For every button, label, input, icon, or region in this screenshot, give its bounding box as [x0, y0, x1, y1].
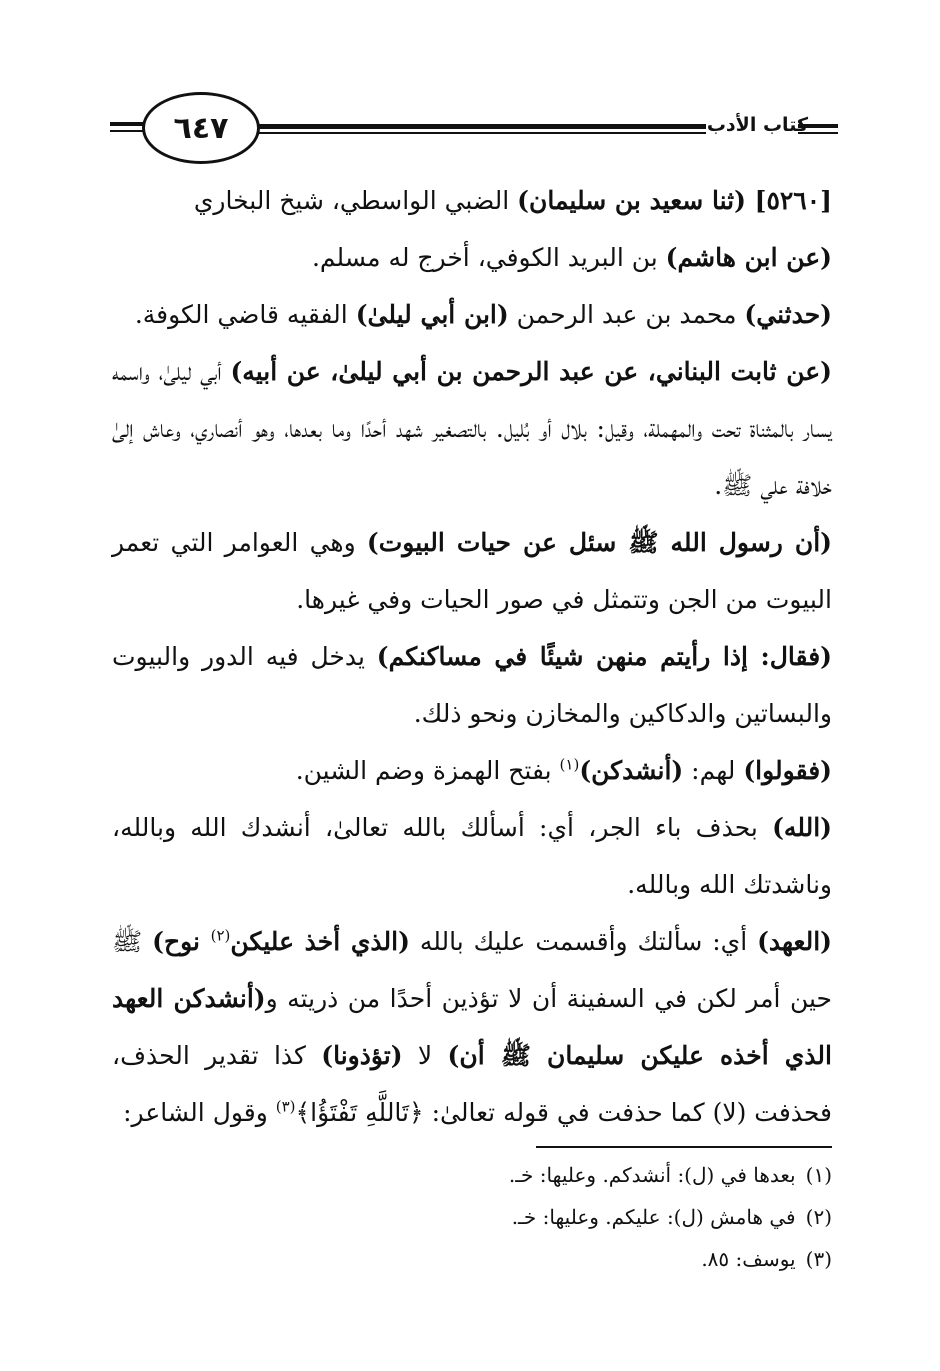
paragraph	[112, 343, 832, 514]
text-run: وهي العوامر التي تعمر البيوت من الجن وتتمثل في صور الحيات وفي غيرها.	[112, 528, 832, 614]
footnote	[232, 1154, 832, 1196]
footnotes	[232, 1154, 832, 1280]
text-run: أبي ليلىٰ، واسمه يسار بالمثناة تحت والمهملة، وقيل: بلال أو بُليل. بالتصغير شهد أحدًا وما بعدها، وهو أنصاري، وعاش إلىٰ خلافة علي ﷺ.	[112, 357, 832, 500]
bold-phrase: (تؤذونا)	[321, 1041, 403, 1070]
footnote-ref: (٣)	[275, 1097, 296, 1116]
paragraph	[112, 742, 832, 799]
text-run: بن البريد الكوفي، أخرج له مسلم.	[311, 243, 666, 272]
bold-phrase: (الذي أخذ عليكن	[230, 927, 410, 956]
bold-phrase: (فقال: إذا رأيتم منهن شيئًا في مساكنكم)	[376, 642, 832, 671]
bold-phrase: نوح)	[152, 927, 211, 956]
text-run: لهم:	[683, 756, 744, 785]
footnote-text: في هامش (ل): عليكم. وعليها: خـ.	[511, 1205, 796, 1229]
text-run: بحذف باء الجر، أي: أسألك بالله تعالىٰ، أنشدك الله وبالله، وناشدتك الله وبالله.	[112, 813, 832, 899]
bold-phrase: (أنشدكن العهد الذي أخذه عليكن سليمان ﷺ أن)	[112, 984, 832, 1070]
text-run: الضبي الواسطي، شيخ البخاري	[193, 186, 518, 215]
bold-phrase: (حدثني)	[744, 300, 832, 329]
main-text	[112, 172, 832, 1141]
bold-phrase: (عن ثابت البناني، عن عبد الرحمن بن أبي ليلىٰ، عن أبيه)	[230, 357, 832, 386]
bold-phrase: [٥٢٦٠] (ثنا سعيد بن سليمان)	[517, 186, 832, 215]
text-run: أي: سألتك وأقسمت عليك بالله	[409, 927, 758, 956]
footnote-ref: (٢)	[210, 926, 231, 945]
header-rule-main	[258, 124, 706, 129]
page-number-oval	[142, 92, 260, 164]
bold-phrase: (فقولوا)	[743, 756, 832, 785]
bold-phrase: (الله)	[772, 813, 832, 842]
bold-phrase: (أن رسول الله ﷺ سئل عن حيات البيوت)	[366, 528, 832, 557]
text-run: كذا تقدير الحذف، فحذفت (لا) كما حذفت في قوله تعالىٰ: ﴿تَاللَّهِ تَفْتَؤُا﴾	[112, 1041, 832, 1127]
paragraph	[112, 514, 832, 628]
footnote-ref: (١)	[559, 755, 580, 774]
paragraph	[112, 799, 832, 913]
paragraph	[112, 172, 832, 229]
footnote-text: بعدها في (ل): أنشدكم. وعليها: خـ.	[508, 1163, 796, 1187]
paragraph	[112, 286, 832, 343]
text-run: وقول الشاعر:	[123, 1098, 276, 1127]
footnote	[232, 1196, 832, 1238]
footnote-number: (١)	[805, 1163, 832, 1187]
book-title: كتاب الأدب	[706, 114, 808, 136]
paragraph	[112, 913, 832, 1141]
page-number: ٦٤٧	[173, 110, 229, 146]
bold-phrase: (ابن أبي ليلىٰ)	[355, 300, 509, 329]
footnote	[232, 1238, 832, 1280]
text-run: بفتح الهمزة وضم الشين.	[295, 756, 560, 785]
bold-phrase: (أنشدكن)	[579, 756, 684, 785]
footnote-number: (٣)	[805, 1247, 832, 1271]
bold-phrase: (العهد)	[757, 927, 832, 956]
text-run: الفقيه قاضي الكوفة.	[134, 300, 356, 329]
text-run: يدخل فيه الدور والبيوت والبساتين والدكاكين والمخازن ونحو ذلك.	[112, 642, 832, 728]
paragraph	[112, 628, 832, 742]
paragraph	[112, 229, 832, 286]
footnote-number: (٢)	[805, 1205, 832, 1229]
footnote-text: يوسف: ٨٥.	[701, 1247, 796, 1271]
bold-phrase: (عن ابن هاشم)	[665, 243, 832, 272]
page-header	[110, 92, 838, 172]
text-run: لا	[402, 1041, 448, 1070]
footnote-separator	[536, 1146, 832, 1148]
header-rule-main-thin	[258, 132, 706, 134]
text-run: محمد بن عبد الرحمن	[508, 300, 745, 329]
text-run: ﷺ حين أمر لكن في السفينة أن لا تؤذين أحدًا من ذريته و	[112, 927, 832, 1013]
